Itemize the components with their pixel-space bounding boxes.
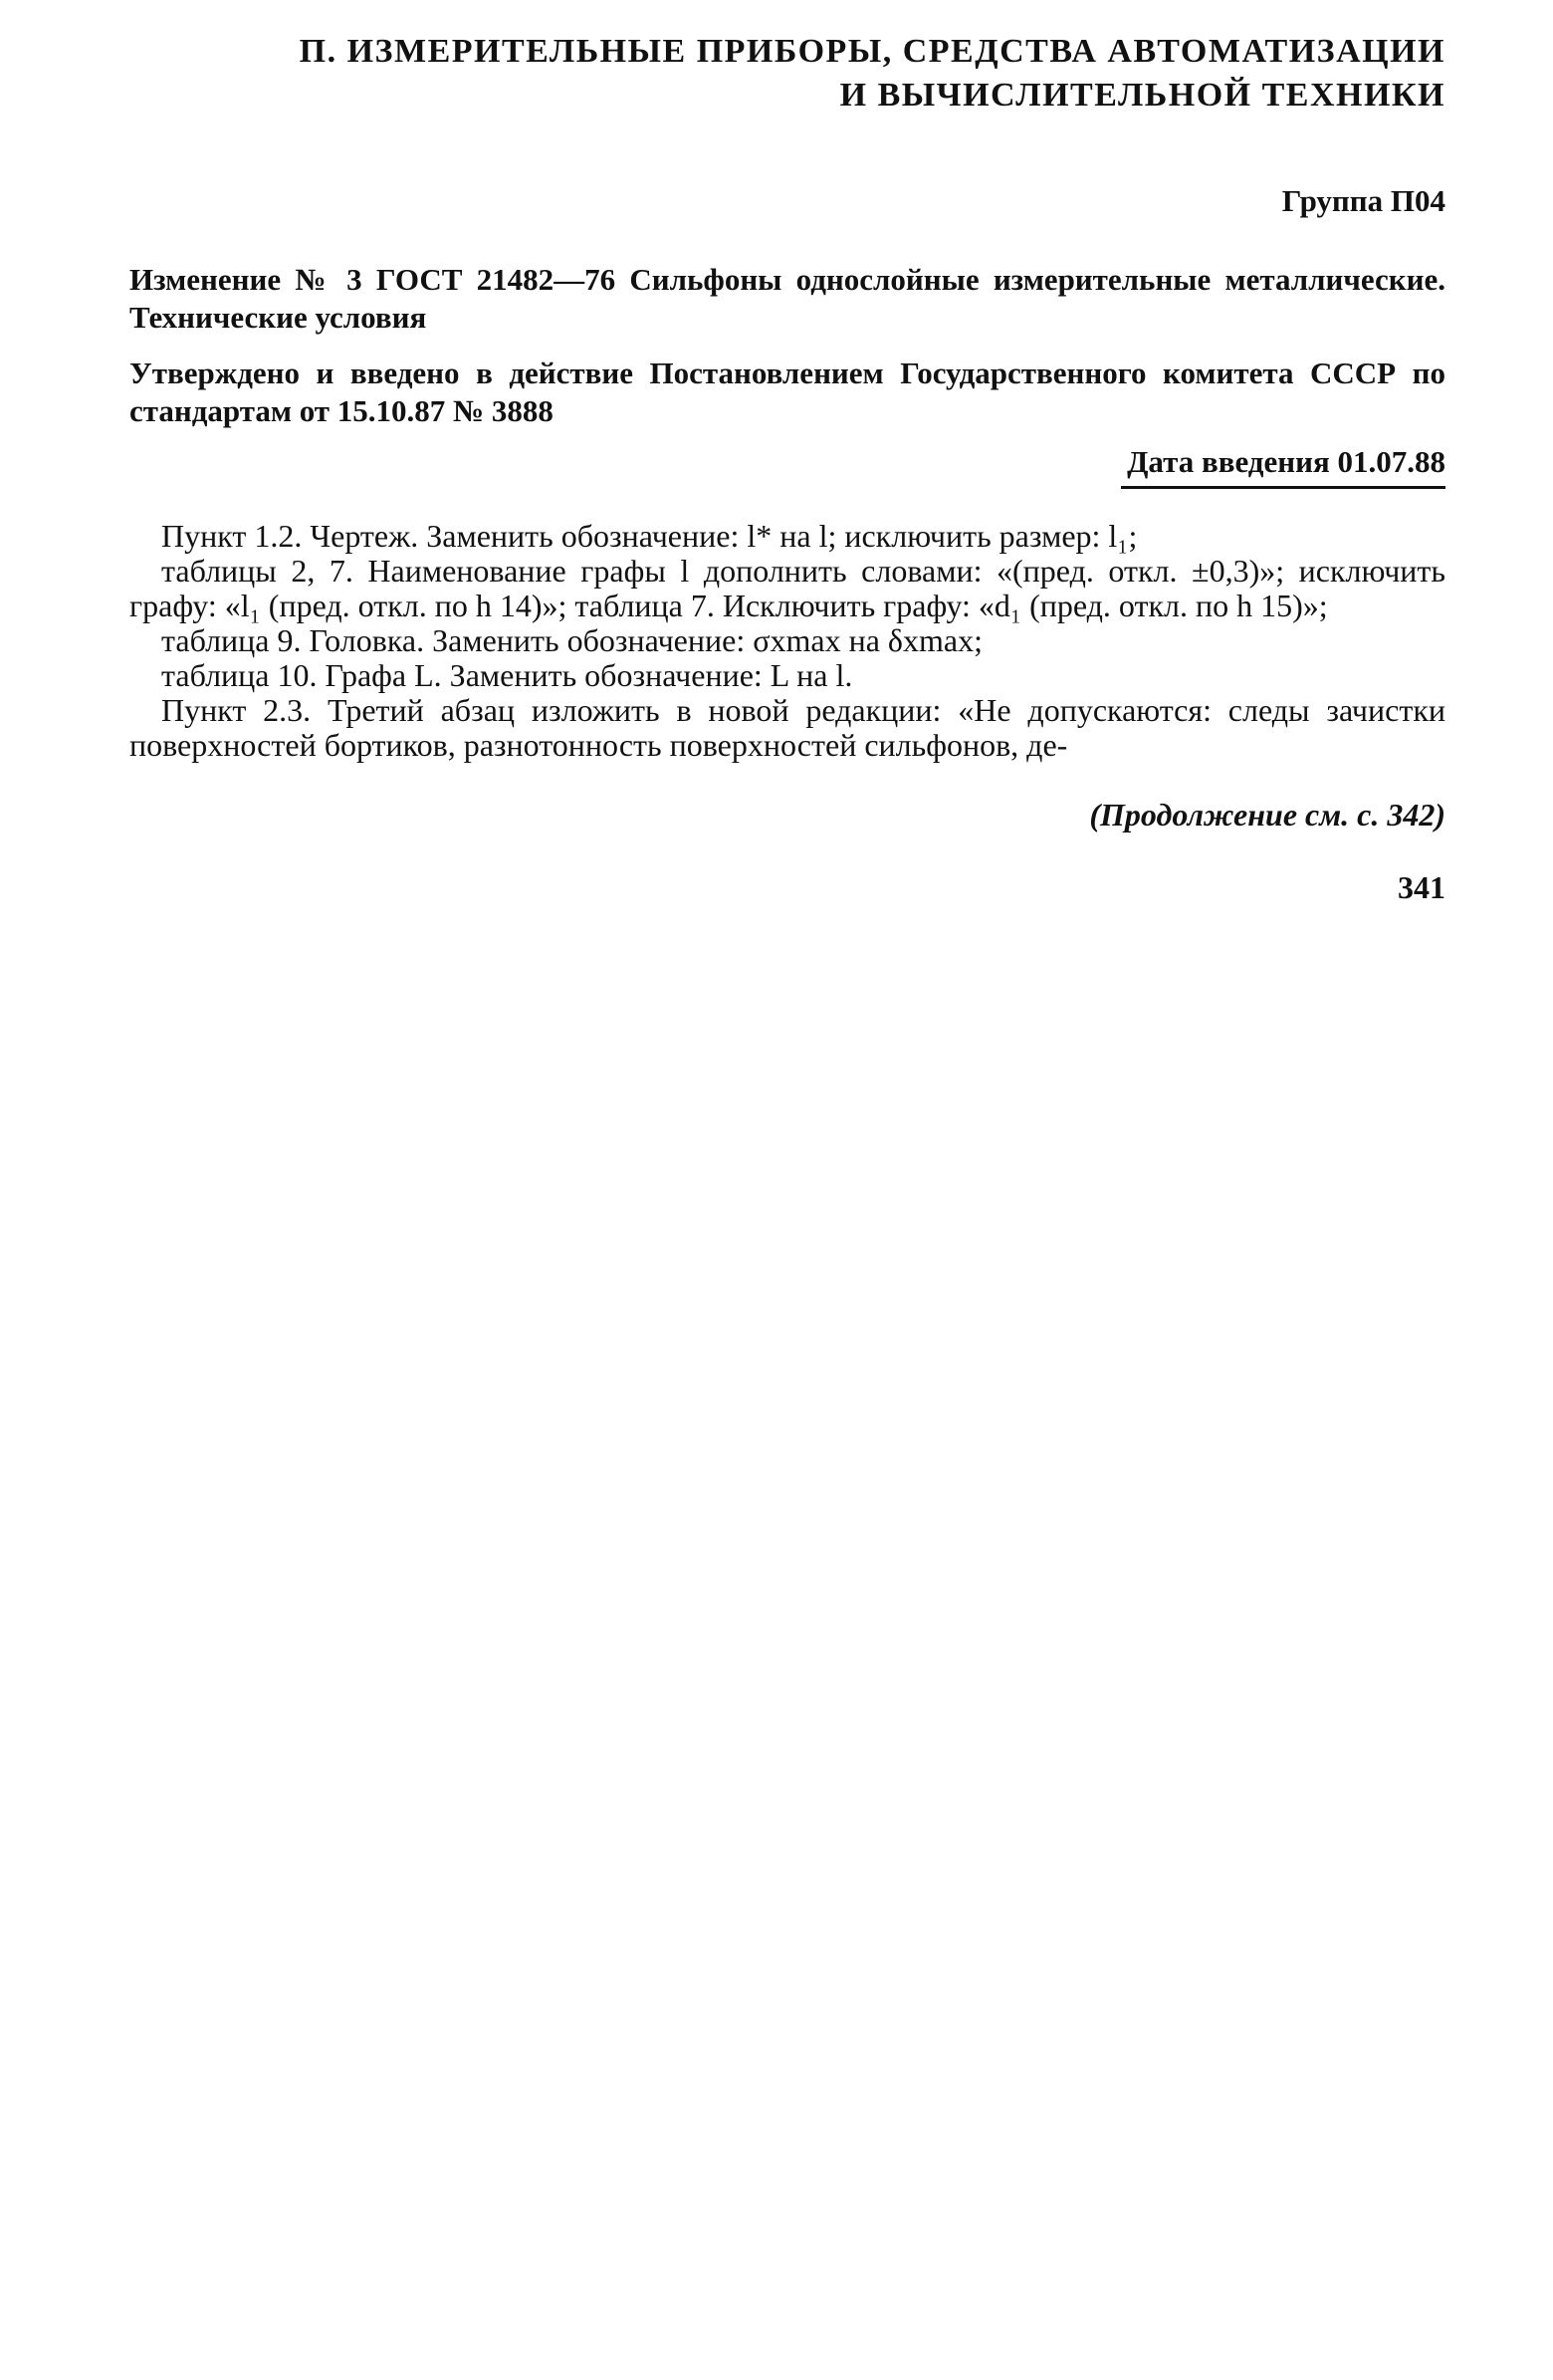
group-code: Группа П04 [1281, 183, 1445, 218]
intro-date [129, 444, 1445, 489]
section-title-line-2: И ВЫЧИСЛИТЕЛЬНОЙ ТЕХНИКИ [839, 77, 1445, 114]
paragraph-5: Пункт 2.3. Третий абзац изложить в новой редакции: «Не допускаются: следы зачистки поверхностей бортиков, разнотонность поверхностей сильфонов, де- [129, 692, 1445, 763]
approval-statement: Утверждено и введено в действие Постановлением Государственного комитета СССР по стандартам от 15.10.87 № 3888 [129, 356, 1445, 428]
continuation-note: (Продолжение см. с. 342) [1089, 797, 1445, 833]
change-title: Изменение № 3 ГОСТ 21482—76 Сильфоны однослойные измерительные металлические. Технические условия [129, 262, 1445, 335]
page-number: 341 [1398, 869, 1445, 905]
paragraph-2: таблицы 2, 7. Наименование графы l дополнить словами: «(пред. откл. ±0,3)»; исключить графу: «l₁ (пред. откл. по h 14)»; таблица 7. Исключить графу: «d₁ (пред. откл. по h 15)»; [129, 553, 1445, 623]
document-page [129, 30, 1445, 906]
intro-date-text: Дата введения 01.07.88 [1121, 444, 1445, 489]
section-title-line-1: П. ИЗМЕРИТЕЛЬНЫЕ ПРИБОРЫ, СРЕДСТВА АВТОМАТИЗАЦИИ [299, 33, 1445, 70]
paragraph-1: Пункт 1.2. Чертеж. Заменить обозначение: l* на l; исключить размер: l₁; [161, 518, 1138, 554]
paragraph-4: таблица 10. Графа L. Заменить обозначение: L на l. [161, 657, 853, 693]
body-text [129, 519, 1445, 763]
paragraph-3: таблица 9. Головка. Заменить обозначение: σxmax на δxmax; [161, 622, 983, 658]
